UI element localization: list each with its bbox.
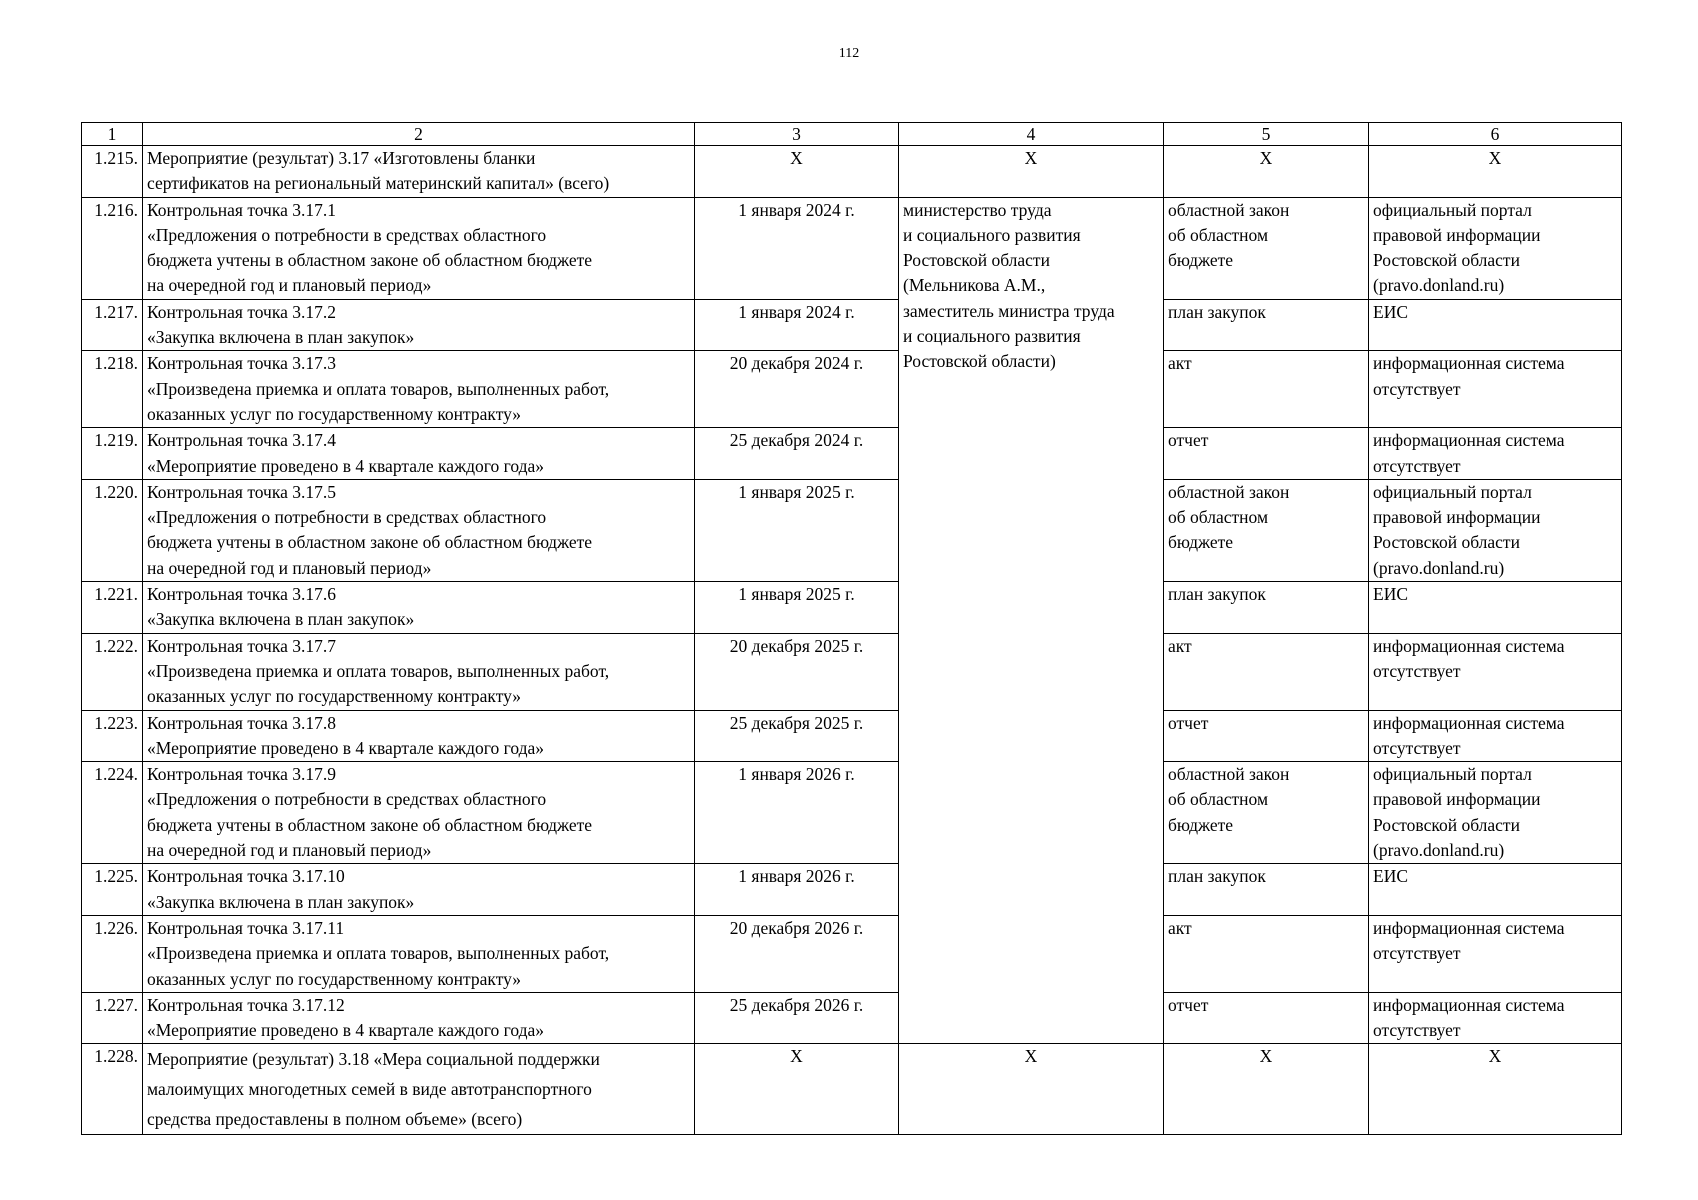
row-number: 1.226.	[82, 915, 143, 992]
row-number: 1.219.	[82, 428, 143, 480]
row-document: акт	[1164, 633, 1369, 710]
row-number: 1.225.	[82, 864, 143, 916]
row-description: Контрольная точка 3.17.8 «Мероприятие проведено в 4 квартале каждого года»	[143, 710, 695, 762]
header-cell: 1	[82, 123, 143, 146]
row-description: Контрольная точка 3.17.9 «Предложения о потребности в средствах областного бюджета учтены в областном законе об областном бюджете на очередной год и плановый период»	[143, 762, 695, 864]
row-date: 1 января 2024 г.	[695, 299, 899, 351]
row-system: информационная система отсутствует	[1369, 633, 1622, 710]
row-number: 1.215.	[82, 146, 143, 198]
table-row	[82, 351, 1622, 428]
row-date: 20 декабря 2026 г.	[695, 915, 899, 992]
header-row	[82, 123, 1622, 146]
row-document: областной закон об областном бюджете	[1164, 479, 1369, 581]
row-document: отчет	[1164, 710, 1369, 762]
table-row	[82, 710, 1622, 762]
row-description: Мероприятие (результат) 3.17 «Изготовлены бланки сертификатов на региональный материнский капитал» (всего)	[143, 146, 695, 198]
table-row	[82, 1044, 1622, 1135]
row-system: информационная система отсутствует	[1369, 428, 1622, 480]
row-description: Мероприятие (результат) 3.18 «Мера социальной поддержки малоимущих многодетных семей в виде автотранспортного средства предоставлены в полном объеме» (всего)	[143, 1044, 695, 1135]
row-description: Контрольная точка 3.17.4 «Мероприятие проведено в 4 квартале каждого года»	[143, 428, 695, 480]
row-number: 1.223.	[82, 710, 143, 762]
row-date: 1 января 2026 г.	[695, 762, 899, 864]
table-row	[82, 992, 1622, 1044]
table-row	[82, 428, 1622, 480]
table-row	[82, 299, 1622, 351]
row-document: областной закон об областном бюджете	[1164, 197, 1369, 299]
row-number: 1.224.	[82, 762, 143, 864]
responsible-executor: министерство труда и социального развития Ростовской области (Мельникова А.М., заместитель министра труда и социального развития Ростовской области)	[899, 197, 1164, 1044]
row-date: Х	[695, 1044, 899, 1135]
row-document: отчет	[1164, 428, 1369, 480]
row-date: 1 января 2025 г.	[695, 479, 899, 581]
table-row	[82, 864, 1622, 916]
row-description: Контрольная точка 3.17.12 «Мероприятие проведено в 4 квартале каждого года»	[143, 992, 695, 1044]
row-date: 20 декабря 2025 г.	[695, 633, 899, 710]
row-description: Контрольная точка 3.17.1 «Предложения о потребности в средствах областного бюджета учтены в областном законе об областном бюджете на очередной год и плановый период»	[143, 197, 695, 299]
table-row	[82, 146, 1622, 198]
row-system: официальный портал правовой информации Ростовской области (pravo.donland.ru)	[1369, 479, 1622, 581]
row-date: Х	[695, 146, 899, 198]
row-date: 25 декабря 2024 г.	[695, 428, 899, 480]
row-description: Контрольная точка 3.17.6 «Закупка включена в план закупок»	[143, 582, 695, 634]
row-system: Х	[1369, 146, 1622, 198]
table-row	[82, 762, 1622, 864]
row-system: информационная система отсутствует	[1369, 915, 1622, 992]
table-row	[82, 479, 1622, 581]
row-number: 1.228.	[82, 1044, 143, 1135]
row-number: 1.222.	[82, 633, 143, 710]
row-system: ЕИС	[1369, 864, 1622, 916]
row-responsible: Х	[899, 146, 1164, 198]
table-row	[82, 582, 1622, 634]
header-cell: 6	[1369, 123, 1622, 146]
row-document: областной закон об областном бюджете	[1164, 762, 1369, 864]
table-row	[82, 197, 1622, 299]
row-date: 25 декабря 2025 г.	[695, 710, 899, 762]
row-document: план закупок	[1164, 299, 1369, 351]
row-number: 1.221.	[82, 582, 143, 634]
row-document: Х	[1164, 146, 1369, 198]
row-date: 1 января 2025 г.	[695, 582, 899, 634]
row-description: Контрольная точка 3.17.10 «Закупка включена в план закупок»	[143, 864, 695, 916]
header-cell: 4	[899, 123, 1164, 146]
row-system: Х	[1369, 1044, 1622, 1135]
table-row	[82, 633, 1622, 710]
row-document: Х	[1164, 1044, 1369, 1135]
row-number: 1.220.	[82, 479, 143, 581]
row-responsible: Х	[899, 1044, 1164, 1135]
row-system: информационная система отсутствует	[1369, 351, 1622, 428]
header-cell: 2	[143, 123, 695, 146]
row-description: Контрольная точка 3.17.11 «Произведена приемка и оплата товаров, выполненных работ, оказанных услуг по государственному контракту»	[143, 915, 695, 992]
table-row	[82, 915, 1622, 992]
row-number: 1.217.	[82, 299, 143, 351]
row-date: 20 декабря 2024 г.	[695, 351, 899, 428]
row-system: официальный портал правовой информации Ростовской области (pravo.donland.ru)	[1369, 762, 1622, 864]
header-cell: 5	[1164, 123, 1369, 146]
row-document: план закупок	[1164, 864, 1369, 916]
row-number: 1.227.	[82, 992, 143, 1044]
row-number: 1.218.	[82, 351, 143, 428]
plan-table	[81, 122, 1622, 1135]
row-description: Контрольная точка 3.17.2 «Закупка включена в план закупок»	[143, 299, 695, 351]
row-system: информационная система отсутствует	[1369, 710, 1622, 762]
row-document: отчет	[1164, 992, 1369, 1044]
header-cell: 3	[695, 123, 899, 146]
row-date: 1 января 2026 г.	[695, 864, 899, 916]
row-system: ЕИС	[1369, 299, 1622, 351]
row-date: 25 декабря 2026 г.	[695, 992, 899, 1044]
row-system: официальный портал правовой информации Ростовской области (pravo.donland.ru)	[1369, 197, 1622, 299]
row-document: акт	[1164, 915, 1369, 992]
row-document: план закупок	[1164, 582, 1369, 634]
page-number: 112	[838, 46, 860, 61]
row-date: 1 января 2024 г.	[695, 197, 899, 299]
row-description: Контрольная точка 3.17.3 «Произведена приемка и оплата товаров, выполненных работ, оказанных услуг по государственному контракту»	[143, 351, 695, 428]
row-description: Контрольная точка 3.17.5 «Предложения о потребности в средствах областного бюджета учтены в областном законе об областном бюджете на очередной год и плановый период»	[143, 479, 695, 581]
row-document: акт	[1164, 351, 1369, 428]
row-system: ЕИС	[1369, 582, 1622, 634]
row-system: информационная система отсутствует	[1369, 992, 1622, 1044]
row-description: Контрольная точка 3.17.7 «Произведена приемка и оплата товаров, выполненных работ, оказанных услуг по государственному контракту»	[143, 633, 695, 710]
row-number: 1.216.	[82, 197, 143, 299]
